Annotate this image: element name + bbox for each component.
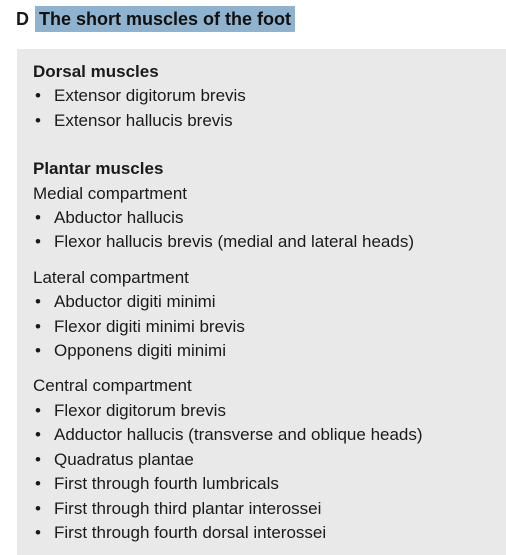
figure-header xyxy=(16,6,295,32)
bullet-icon: • xyxy=(35,425,41,445)
list-item xyxy=(33,423,493,447)
list-item-text: Flexor hallucis brevis (medial and lateral heads) xyxy=(54,232,414,252)
bullet-icon: • xyxy=(35,522,41,542)
list-item xyxy=(33,315,493,339)
lateral-compartment-label: Lateral compartment xyxy=(33,267,189,287)
bullet-icon: • xyxy=(35,474,41,494)
list-item xyxy=(33,448,493,472)
bullet-icon: • xyxy=(35,316,41,336)
bullet-icon: • xyxy=(35,400,41,420)
list-item xyxy=(33,339,493,363)
bullet-icon: • xyxy=(35,341,41,361)
list-item-text: Extensor hallucis brevis xyxy=(54,110,233,130)
list-item xyxy=(33,84,493,108)
list-item-text: Flexor digitorum brevis xyxy=(54,400,226,420)
bullet-icon: • xyxy=(35,86,41,106)
bullet-icon: • xyxy=(35,449,41,469)
list-item xyxy=(33,109,493,133)
list-item-text: Abductor hallucis xyxy=(54,208,184,228)
list-item-text: First through fourth dorsal interossei xyxy=(54,522,327,542)
section-spacer xyxy=(33,133,493,157)
bullet-icon: • xyxy=(35,208,41,228)
list-item-text: Opponens digiti minimi xyxy=(54,341,226,361)
figure-title: The short muscles of the foot xyxy=(35,6,295,32)
list-item xyxy=(33,290,493,314)
dorsal-heading: Dorsal muscles xyxy=(33,62,159,81)
list-item xyxy=(33,230,493,254)
subsection-spacer xyxy=(33,255,493,266)
muscle-list xyxy=(33,60,493,545)
list-item xyxy=(33,521,493,545)
list-item-text: Extensor digitorum brevis xyxy=(54,86,246,106)
list-item xyxy=(33,206,493,230)
list-item xyxy=(33,472,493,496)
list-item-text: First through fourth lumbricals xyxy=(54,474,279,494)
dorsal-list xyxy=(33,84,493,133)
bullet-icon: • xyxy=(35,110,41,130)
list-item-text: Abductor digiti minimi xyxy=(54,292,216,312)
subsection-spacer xyxy=(33,363,493,374)
plantar-heading: Plantar muscles xyxy=(33,159,164,179)
list-item xyxy=(33,399,493,423)
list-item xyxy=(33,497,493,521)
list-item-text: First through third plantar interossei xyxy=(54,498,322,518)
bullet-icon: • xyxy=(35,292,41,312)
list-item-text: Adductor hallucis (transverse and oblique heads) xyxy=(54,425,423,445)
central-compartment-label: Central compartment xyxy=(33,376,192,396)
list-item-text: Quadratus plantae xyxy=(54,449,194,469)
medial-compartment-label: Medial compartment xyxy=(33,183,188,203)
bullet-icon: • xyxy=(35,498,41,518)
bullet-icon: • xyxy=(35,232,41,252)
list-item-text: Flexor digiti minimi brevis xyxy=(54,316,245,336)
lateral-list xyxy=(33,290,493,363)
figure-letter: D xyxy=(16,9,29,29)
central-list xyxy=(33,399,493,545)
medial-list xyxy=(33,206,493,255)
